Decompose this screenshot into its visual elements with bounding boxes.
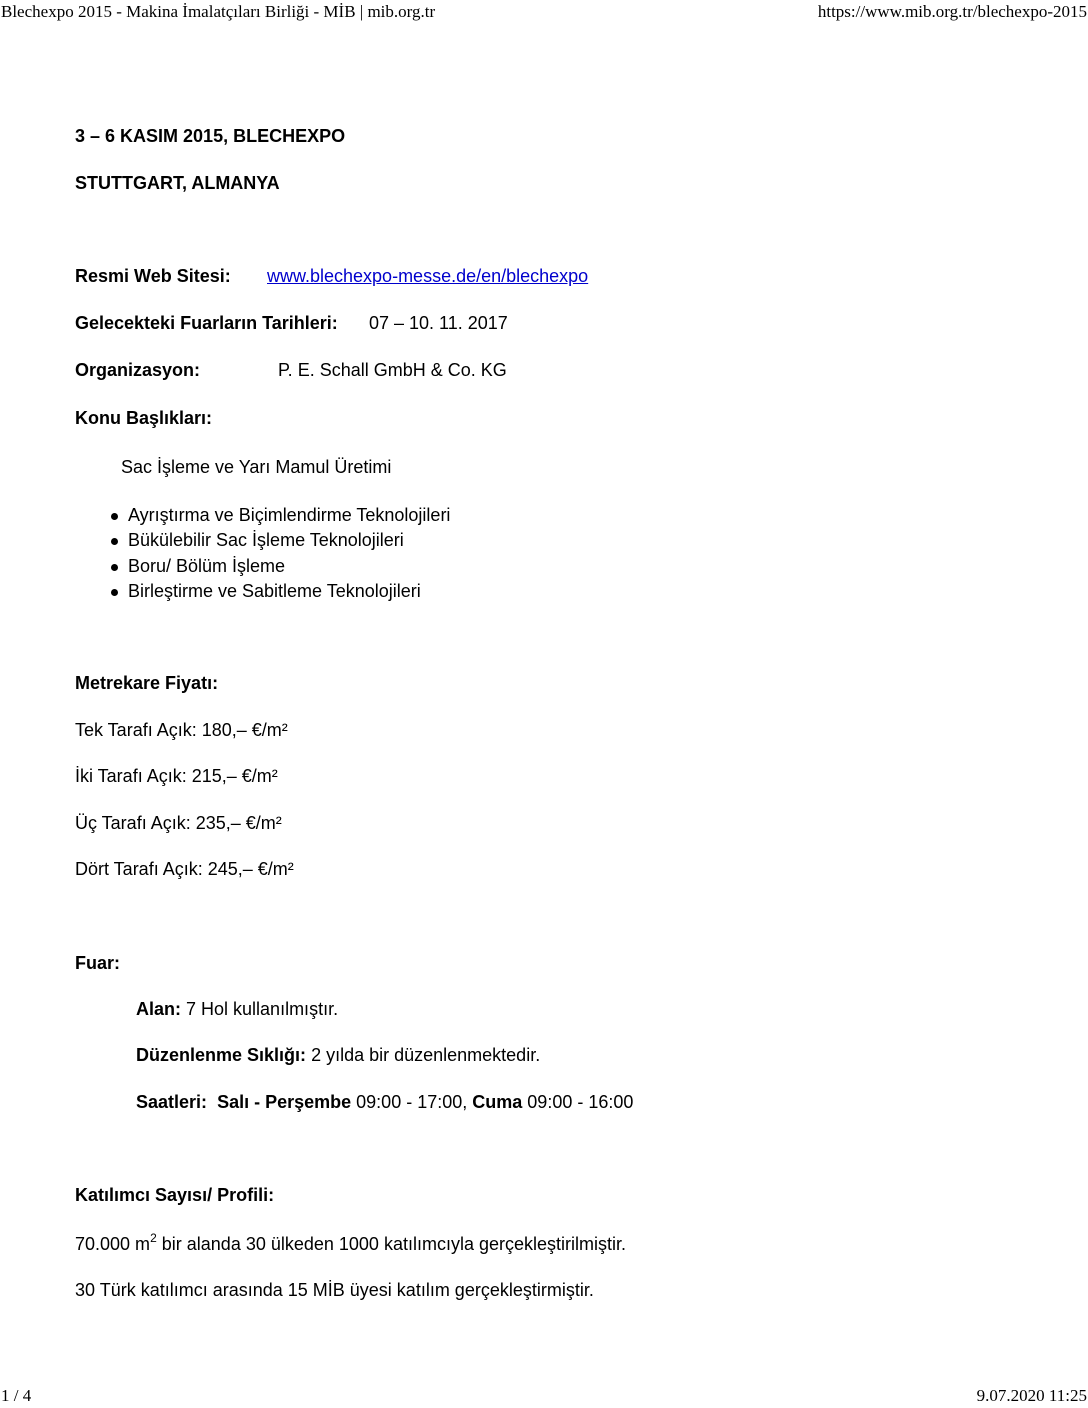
fair-hours-days-1: Salı - Perşembe bbox=[217, 1092, 352, 1112]
price-row: İki Tarafı Açık: 215,– €/m² bbox=[75, 766, 278, 786]
price-row: Tek Tarafı Açık: 180,– €/m² bbox=[75, 720, 288, 740]
event-date-title: 3 – 6 KASIM 2015, BLECHEXPO bbox=[75, 126, 346, 146]
topics-intro: Sac İşleme ve Yarı Mamul Üretimi bbox=[121, 457, 392, 477]
website-row bbox=[75, 265, 589, 287]
organization-row bbox=[75, 359, 507, 381]
fair-hours-time-2: 09:00 - 16:00 bbox=[527, 1092, 634, 1112]
list-item: Bükülebilir Sac İşleme Teknolojileri bbox=[108, 528, 450, 553]
participants-summary: bir alanda 30 ülkeden 1000 katılımcıyla gerçekleştirilmiştir. bbox=[161, 1234, 626, 1254]
print-page-url: https://www.mib.org.tr/blechexpo-2015 bbox=[817, 2, 1087, 21]
print-datetime: 9.07.2020 11:25 bbox=[976, 1386, 1087, 1405]
fair-hours-time-1: 09:00 - 17:00, bbox=[356, 1092, 468, 1112]
fair-frequency-value: 2 yılda bir düzenlenmektedir. bbox=[311, 1045, 541, 1065]
topics-heading: Konu Başlıkları: bbox=[75, 408, 213, 428]
print-page-title: Blechexpo 2015 - Makina İmalatçıları Birliği - MİB | mib.org.tr bbox=[1, 2, 436, 21]
organization-value: P. E. Schall GmbH & Co. KG bbox=[278, 360, 507, 380]
print-header bbox=[0, 2, 1088, 24]
website-label: Resmi Web Sitesi: bbox=[75, 266, 231, 286]
organization-label: Organizasyon: bbox=[75, 360, 201, 380]
website-link[interactable]: www.blechexpo-messe.de/en/blechexpo bbox=[267, 266, 589, 286]
participants-heading: Katılımcı Sayısı/ Profili: bbox=[75, 1185, 275, 1205]
fair-area-label: Alan: bbox=[136, 999, 181, 1019]
event-location: STUTTGART, ALMANYA bbox=[75, 173, 280, 193]
future-dates-label: Gelecekteki Fuarların Tarihleri: bbox=[75, 313, 338, 333]
future-dates-value: 07 – 10. 11. 2017 bbox=[369, 313, 508, 333]
list-item: Birleştirme ve Sabitleme Teknolojileri bbox=[108, 579, 450, 604]
fair-frequency-row bbox=[136, 1044, 540, 1066]
participants-area: 70.000 m bbox=[75, 1234, 151, 1254]
participants-line-2: 30 Türk katılımcı arasında 15 MİB üyesi katılım gerçekleştirmiştir. bbox=[75, 1280, 594, 1300]
topics-list bbox=[108, 503, 450, 604]
price-row: Dört Tarafı Açık: 245,– €/m² bbox=[75, 859, 294, 879]
fair-area-value: 7 Hol kullanılmıştır. bbox=[186, 999, 339, 1019]
fair-area-row bbox=[136, 998, 338, 1020]
price-row: Üç Tarafı Açık: 235,– €/m² bbox=[75, 813, 282, 833]
print-footer bbox=[0, 1386, 1088, 1408]
participants-line-1 bbox=[75, 1233, 626, 1255]
fair-hours-days-2: Cuma bbox=[472, 1092, 523, 1112]
fair-heading: Fuar: bbox=[75, 953, 120, 973]
page-number: 1 / 4 bbox=[1, 1386, 32, 1405]
pricing-heading: Metrekare Fiyatı: bbox=[75, 673, 219, 693]
list-item: Ayrıştırma ve Biçimlendirme Teknolojileri bbox=[108, 503, 450, 528]
fair-frequency-label: Düzenlenme Sıklığı: bbox=[136, 1045, 307, 1065]
fair-hours-row bbox=[136, 1091, 633, 1113]
fair-hours-label: Saatleri: bbox=[136, 1092, 208, 1112]
list-item: Boru/ Bölüm İşleme bbox=[108, 554, 450, 579]
superscript-2: 2 bbox=[150, 1231, 157, 1245]
future-dates-row bbox=[75, 312, 508, 334]
